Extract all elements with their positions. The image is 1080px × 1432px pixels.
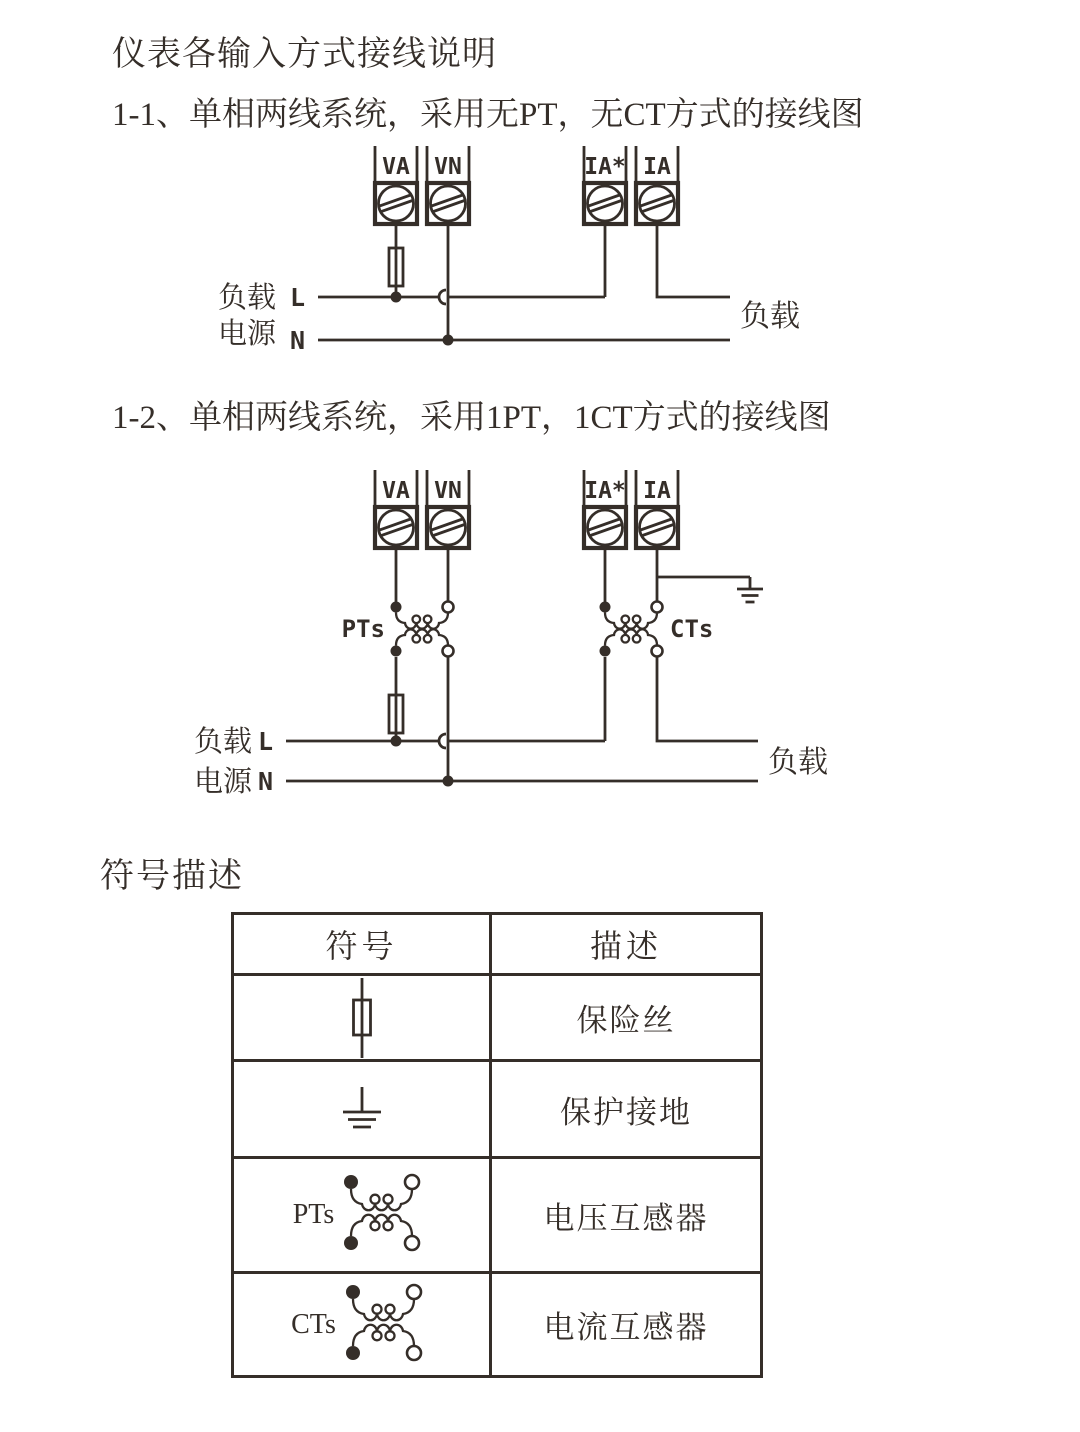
load-label-right: 负载	[740, 300, 800, 333]
terminal-ia-label: IA	[643, 478, 671, 504]
crossover-hop	[439, 290, 446, 304]
section-1-2-heading: 1-2、单相两线系统，采用1PT，1CT方式的接线图	[112, 400, 831, 436]
load-label-left: 负载	[194, 726, 253, 758]
table-desc-ground: 保护接地	[492, 1059, 760, 1156]
symbol-section-heading: 符号描述	[100, 858, 244, 895]
ground-symbol	[657, 577, 763, 602]
ct-right-wire	[657, 657, 758, 741]
ground-symbol	[340, 1087, 384, 1131]
table-header-symbol: 符号	[234, 915, 492, 973]
table-symbol-fuse	[234, 973, 492, 1059]
ct-label: CTs	[291, 1308, 336, 1340]
terminal-vn-label: VN	[434, 478, 462, 504]
table-symbol-pt	[234, 1156, 492, 1271]
section-1-1-heading: 1-1、单相两线系统，采用无PT，无CT方式的接线图	[112, 97, 864, 133]
terminal-vn	[427, 470, 469, 548]
ct-transformer-symbol	[340, 1279, 432, 1371]
fuse-symbol	[342, 978, 382, 1058]
terminal-ia-star-label: IA*	[584, 154, 626, 180]
junction-dot	[391, 292, 402, 303]
table-symbol-ct	[234, 1271, 492, 1375]
pt-label: PTs	[292, 1199, 335, 1230]
terminal-ia	[636, 470, 678, 548]
symbol-table	[231, 912, 763, 1378]
pt-transformer-symbol	[338, 1169, 430, 1261]
terminal-ia-star	[584, 146, 626, 224]
line-n-label: N	[258, 767, 274, 796]
terminal-ia	[636, 146, 678, 224]
terminal-ia-label: IA	[643, 154, 671, 180]
pt-label: PTs	[341, 615, 385, 643]
terminal-ia-star	[584, 470, 626, 548]
junction-dot	[391, 736, 402, 747]
line-l-label: L	[290, 283, 306, 312]
table-symbol-ground	[234, 1059, 492, 1156]
terminal-va-label: VA	[382, 478, 410, 504]
crossover-hop	[439, 734, 446, 748]
terminal-vn	[427, 146, 469, 224]
ct-transformer-symbol	[600, 602, 663, 657]
terminal-ia-star-label: IA*	[584, 478, 626, 504]
wiring-diagram-1	[200, 140, 840, 375]
terminal-vn-label: VN	[434, 154, 462, 180]
junction-dot	[443, 776, 454, 787]
terminal-va-label: VA	[382, 154, 410, 180]
table-header-description: 描述	[589, 928, 662, 964]
table-desc-pt: 电压互感器	[492, 1156, 760, 1271]
terminal-va	[375, 470, 417, 548]
line-l-label: L	[258, 727, 274, 756]
ia-wire	[657, 224, 730, 297]
ct-label: CTs	[670, 615, 714, 643]
wiring-diagram-2	[180, 455, 940, 810]
table-desc-fuse: 保险丝	[492, 973, 760, 1059]
load-label-left: 负载	[218, 282, 277, 314]
load-label-right: 负载	[768, 746, 828, 779]
junction-dot	[443, 335, 454, 346]
table-desc-ct: 电流互感器	[492, 1271, 760, 1375]
source-label-left: 电源	[194, 766, 253, 798]
page-title: 仪表各输入方式接线说明	[112, 36, 497, 73]
line-n-label: N	[290, 326, 306, 355]
terminal-va	[375, 146, 417, 224]
source-label-left: 电源	[218, 318, 277, 350]
pt-transformer-symbol	[391, 602, 454, 657]
